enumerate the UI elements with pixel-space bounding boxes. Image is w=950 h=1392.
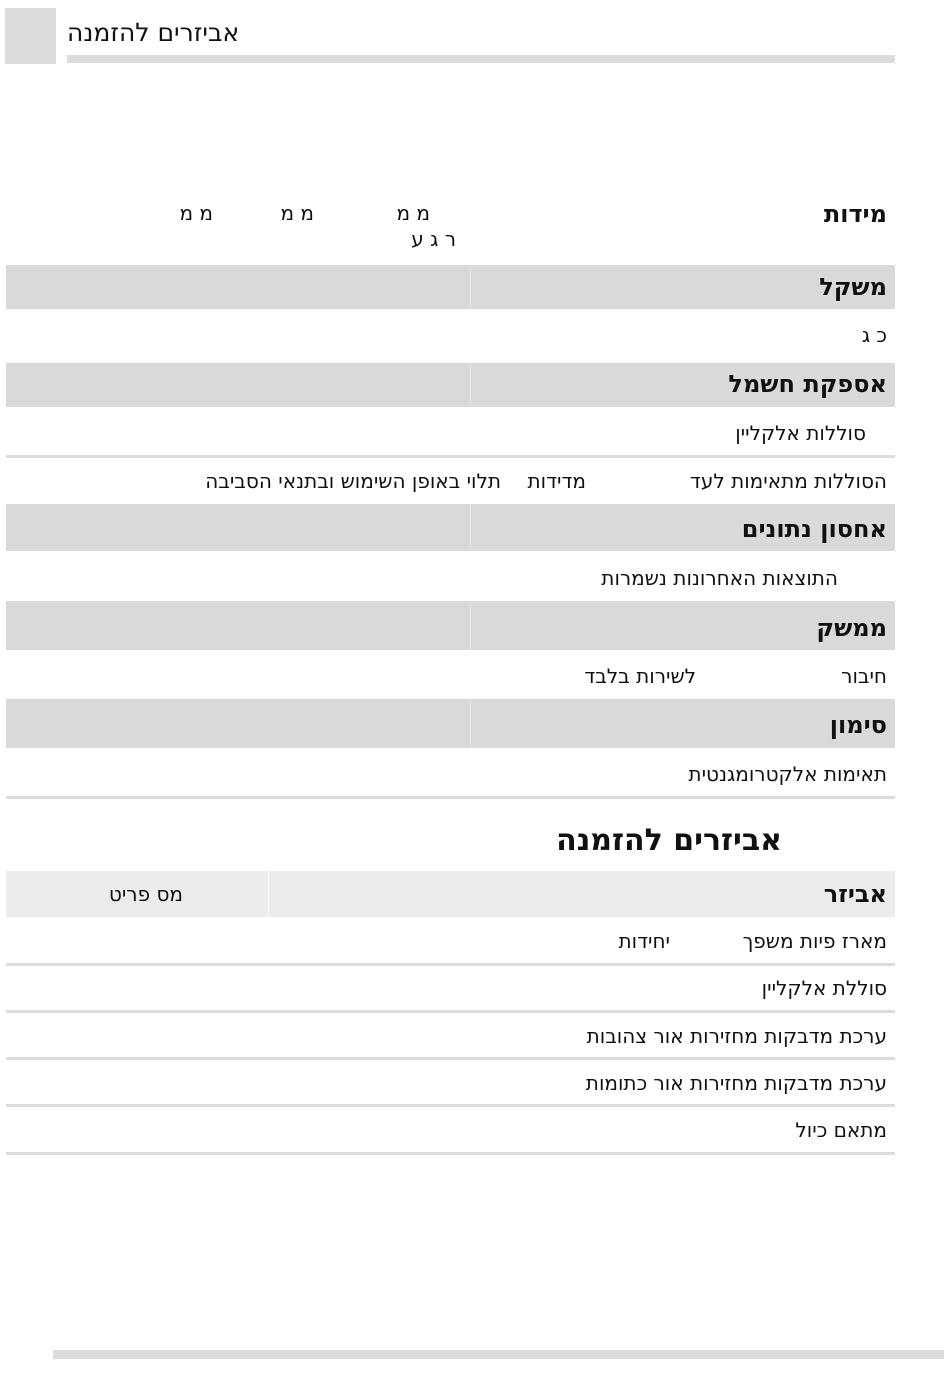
accessory-row-1-extra: יחידות <box>618 929 670 953</box>
storage-value: התוצאות האחרונות נשמרות <box>601 566 838 590</box>
header-square <box>5 8 56 64</box>
weight-label: משקל <box>819 273 887 301</box>
battery-life-note: תלוי באופן השימוש ובתנאי הסביבה <box>205 469 501 493</box>
dimensions-label: מידות <box>823 200 887 228</box>
specs-bottom-rule <box>6 796 895 799</box>
accessory-row-divider <box>6 1010 895 1013</box>
weight-value: כ ג <box>861 323 887 347</box>
power-label: אספקת חשמל <box>728 370 887 398</box>
dimensions-value-b: מ מ <box>280 201 314 225</box>
accessory-row-2-name: סוללת אלקליין <box>761 976 887 1000</box>
dimensions-value-c-sub: ר ג ע <box>411 227 456 251</box>
power-value: סוללות אלקליין <box>735 421 866 445</box>
accessory-row-4-name: ערכת מדבקות מחזירות אור כתומות <box>585 1071 887 1095</box>
storage-label: אחסון נתונים <box>741 515 887 543</box>
page-title: אביזרים להזמנה <box>67 18 240 47</box>
accessory-column-header: אביזר <box>823 880 887 908</box>
marking-value: תאימות אלקטרומגנטית <box>688 762 887 786</box>
battery-life-unit: מדידות <box>527 469 586 493</box>
accessory-row-divider <box>6 1104 895 1107</box>
footer-rule <box>53 1350 944 1359</box>
accessory-row-5-name: מתאם כיול <box>795 1118 887 1142</box>
power-row-divider <box>6 455 895 458</box>
interface-header-band <box>6 601 895 650</box>
accessory-row-3-name: ערכת מדבקות מחזירות אור צהובות <box>586 1024 887 1048</box>
accessory-row-divider <box>6 963 895 966</box>
interface-value-a: חיבור <box>841 664 887 688</box>
part-number-column-header: מס פריט <box>108 882 183 906</box>
marking-label: סימון <box>829 711 887 739</box>
header-rule <box>67 55 895 63</box>
dimensions-value-c: מ מ <box>396 201 430 225</box>
weight-header-band <box>6 265 895 309</box>
accessories-title: אביזרים להזמנה <box>556 823 782 858</box>
accessories-bottom-rule <box>6 1152 895 1155</box>
interface-value-b: לשירות בלבד <box>584 664 696 688</box>
dimensions-value-a: מ מ <box>179 201 213 225</box>
marking-header-band <box>6 699 895 748</box>
interface-label: ממשק <box>816 614 887 642</box>
accessory-row-1-name: מארז פיות משפך <box>742 929 887 953</box>
battery-life-lead: הסוללות מתאימות לעד <box>689 469 887 493</box>
accessory-row-divider <box>6 1057 895 1060</box>
